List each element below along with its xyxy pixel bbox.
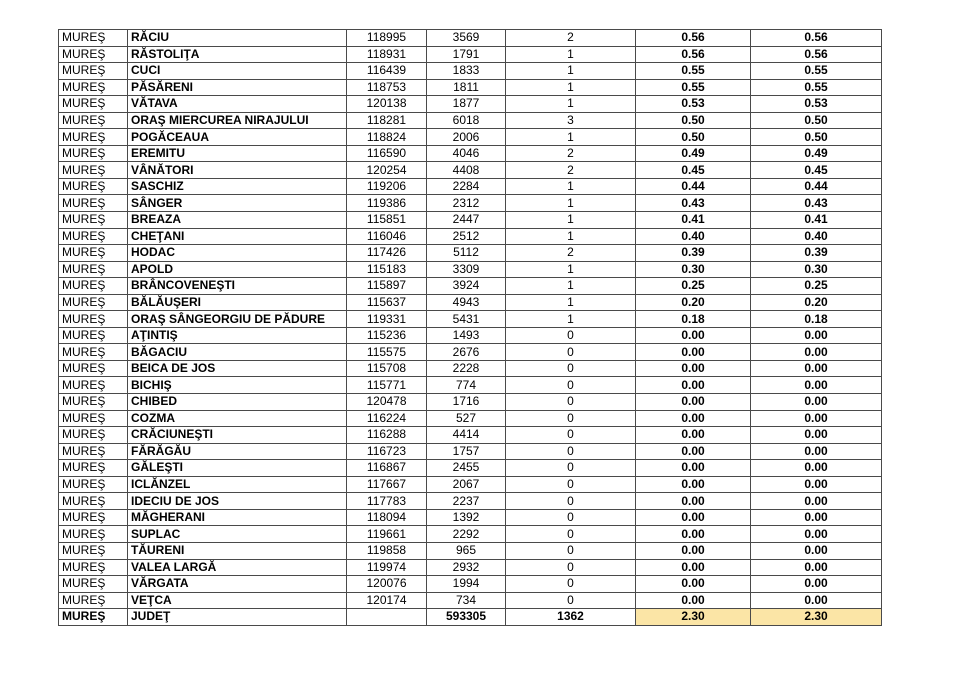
cases-cell: 1 [506, 278, 636, 295]
locality-cell: APOLD [128, 261, 347, 278]
locality-cell: COZMA [128, 410, 347, 427]
total-row [59, 609, 882, 626]
county-cell: MUREŞ [59, 261, 128, 278]
rate-cell: 0.00 [636, 559, 751, 576]
rate-cell: 0.00 [636, 427, 751, 444]
locality-cell: VĂTAVA [128, 96, 347, 113]
county-cell: MUREŞ [59, 195, 128, 212]
rate-cell: 0.41 [751, 212, 882, 229]
population-cell: 1493 [427, 327, 506, 344]
siruta-code-cell: 116867 [347, 460, 427, 477]
siruta-code-cell: 115851 [347, 212, 427, 229]
county-cell: MUREŞ [59, 178, 128, 195]
rate-cell: 0.00 [751, 344, 882, 361]
cases-cell: 1 [506, 79, 636, 96]
table-row [59, 178, 882, 195]
table-row [59, 476, 882, 493]
county-cell: MUREŞ [59, 228, 128, 245]
population-cell: 2512 [427, 228, 506, 245]
cases-cell: 0 [506, 542, 636, 559]
siruta-code-cell: 115708 [347, 360, 427, 377]
population-cell: 527 [427, 410, 506, 427]
population-cell: 2228 [427, 360, 506, 377]
siruta-code-cell: 120478 [347, 394, 427, 411]
total-locality-cell: JUDEŢ [128, 609, 347, 626]
locality-cell: BĂLĂUŞERI [128, 294, 347, 311]
rate-cell: 0.00 [751, 410, 882, 427]
locality-cell: VALEA LARGĂ [128, 559, 347, 576]
rate-cell: 0.39 [636, 245, 751, 262]
rate-cell: 0.55 [751, 79, 882, 96]
siruta-code-cell: 118824 [347, 129, 427, 146]
rate-cell: 0.18 [751, 311, 882, 328]
rate-cell: 0.49 [751, 145, 882, 162]
rate-cell: 0.00 [751, 559, 882, 576]
rate-cell: 0.00 [751, 476, 882, 493]
cases-cell: 0 [506, 476, 636, 493]
county-cell: MUREŞ [59, 559, 128, 576]
population-cell: 4408 [427, 162, 506, 179]
locality-cell: RĂCIU [128, 30, 347, 47]
total-population-cell: 593305 [427, 609, 506, 626]
rate-cell: 0.30 [636, 261, 751, 278]
siruta-code-cell: 118094 [347, 509, 427, 526]
table-row [59, 443, 882, 460]
cases-cell: 0 [506, 559, 636, 576]
rate-cell: 0.00 [751, 360, 882, 377]
table-row [59, 311, 882, 328]
table-row [59, 344, 882, 361]
siruta-code-cell: 118931 [347, 46, 427, 63]
rate-cell: 0.43 [636, 195, 751, 212]
locality-cell: AŢINTIŞ [128, 327, 347, 344]
locality-cell: IDECIU DE JOS [128, 493, 347, 510]
rate-cell: 0.00 [751, 327, 882, 344]
cases-cell: 1 [506, 63, 636, 80]
siruta-code-cell: 116723 [347, 443, 427, 460]
rate-cell: 0.55 [636, 63, 751, 80]
rate-cell: 0.00 [636, 443, 751, 460]
rate-cell: 0.00 [636, 377, 751, 394]
county-cell: MUREŞ [59, 526, 128, 543]
population-cell: 4046 [427, 145, 506, 162]
siruta-code-cell: 120138 [347, 96, 427, 113]
rate-cell: 0.43 [751, 195, 882, 212]
table-row [59, 294, 882, 311]
rate-cell: 0.50 [636, 112, 751, 129]
siruta-code-cell: 118995 [347, 30, 427, 47]
rate-cell: 0.00 [751, 377, 882, 394]
locality-cell: BRÂNCOVENEŞTI [128, 278, 347, 295]
locality-cell: BREAZA [128, 212, 347, 229]
population-cell: 1757 [427, 443, 506, 460]
rate-cell: 0.49 [636, 145, 751, 162]
cases-cell: 0 [506, 592, 636, 609]
rate-cell: 0.00 [751, 509, 882, 526]
county-cell: MUREŞ [59, 30, 128, 47]
table-row [59, 360, 882, 377]
population-cell: 4943 [427, 294, 506, 311]
table-row [59, 427, 882, 444]
table-row [59, 129, 882, 146]
rate-cell: 0.00 [751, 542, 882, 559]
rate-cell: 0.50 [751, 112, 882, 129]
rate-cell: 0.56 [751, 30, 882, 47]
population-cell: 3309 [427, 261, 506, 278]
total-rate-cell: 2.30 [751, 609, 882, 626]
county-cell: MUREŞ [59, 410, 128, 427]
table-row [59, 112, 882, 129]
population-cell: 1791 [427, 46, 506, 63]
table-row [59, 592, 882, 609]
siruta-code-cell: 120174 [347, 592, 427, 609]
county-cell: MUREŞ [59, 460, 128, 477]
cases-cell: 1 [506, 311, 636, 328]
county-cell: MUREŞ [59, 112, 128, 129]
county-cell: MUREŞ [59, 212, 128, 229]
county-cell: MUREŞ [59, 576, 128, 593]
table-row [59, 576, 882, 593]
rate-cell: 0.00 [636, 476, 751, 493]
table-row [59, 493, 882, 510]
county-cell: MUREŞ [59, 476, 128, 493]
rate-cell: 0.00 [636, 344, 751, 361]
cases-cell: 0 [506, 327, 636, 344]
table-row [59, 542, 882, 559]
cases-cell: 2 [506, 30, 636, 47]
population-cell: 965 [427, 542, 506, 559]
total-rate-cell: 2.30 [636, 609, 751, 626]
county-cell: MUREŞ [59, 162, 128, 179]
locality-cell: RĂSTOLIŢA [128, 46, 347, 63]
rate-cell: 0.25 [751, 278, 882, 295]
population-cell: 734 [427, 592, 506, 609]
cases-cell: 0 [506, 493, 636, 510]
rate-cell: 0.00 [751, 576, 882, 593]
rate-cell: 0.00 [751, 592, 882, 609]
rate-cell: 0.00 [751, 427, 882, 444]
county-cell: MUREŞ [59, 509, 128, 526]
cases-cell: 1 [506, 46, 636, 63]
rate-cell: 0.00 [636, 592, 751, 609]
rate-cell: 0.00 [751, 460, 882, 477]
rate-cell: 0.53 [751, 96, 882, 113]
locality-cell: VEŢCA [128, 592, 347, 609]
cases-cell: 1 [506, 178, 636, 195]
rate-cell: 0.50 [751, 129, 882, 146]
county-cell: MUREŞ [59, 327, 128, 344]
county-cell: MUREŞ [59, 377, 128, 394]
cases-cell: 0 [506, 344, 636, 361]
cases-cell: 2 [506, 245, 636, 262]
table-row [59, 30, 882, 47]
cases-cell: 0 [506, 394, 636, 411]
population-cell: 3924 [427, 278, 506, 295]
population-cell: 1833 [427, 63, 506, 80]
county-cell: MUREŞ [59, 96, 128, 113]
cases-cell: 1 [506, 96, 636, 113]
county-cell: MUREŞ [59, 278, 128, 295]
cases-cell: 1 [506, 294, 636, 311]
locality-cell: ORAŞ SÂNGEORGIU DE PĂDURE [128, 311, 347, 328]
county-cell: MUREŞ [59, 427, 128, 444]
locality-cell: CRĂCIUNEŞTI [128, 427, 347, 444]
population-cell: 2067 [427, 476, 506, 493]
rate-cell: 0.20 [636, 294, 751, 311]
locality-cell: POGĂCEAUA [128, 129, 347, 146]
population-cell: 1811 [427, 79, 506, 96]
table-row [59, 394, 882, 411]
population-cell: 2932 [427, 559, 506, 576]
population-cell: 1716 [427, 394, 506, 411]
table-body [59, 30, 882, 626]
siruta-code-cell: 115183 [347, 261, 427, 278]
population-cell: 2284 [427, 178, 506, 195]
rate-cell: 0.50 [636, 129, 751, 146]
county-cell: MUREŞ [59, 129, 128, 146]
locality-cell: BĂGACIU [128, 344, 347, 361]
siruta-code-cell: 116590 [347, 145, 427, 162]
total-siruta-code-cell [347, 609, 427, 626]
siruta-code-cell: 115236 [347, 327, 427, 344]
population-cell: 2312 [427, 195, 506, 212]
table-row [59, 526, 882, 543]
county-cell: MUREŞ [59, 145, 128, 162]
siruta-code-cell: 115575 [347, 344, 427, 361]
cases-cell: 0 [506, 377, 636, 394]
table-row [59, 46, 882, 63]
table-row [59, 377, 882, 394]
county-cell: MUREŞ [59, 592, 128, 609]
rate-cell: 0.44 [751, 178, 882, 195]
siruta-code-cell: 115637 [347, 294, 427, 311]
siruta-code-cell: 119858 [347, 542, 427, 559]
population-cell: 774 [427, 377, 506, 394]
county-cell: MUREŞ [59, 344, 128, 361]
locality-cell: ORAŞ MIERCUREA NIRAJULUI [128, 112, 347, 129]
rate-cell: 0.30 [751, 261, 882, 278]
locality-cell: SÂNGER [128, 195, 347, 212]
rate-cell: 0.56 [636, 30, 751, 47]
rate-cell: 0.56 [751, 46, 882, 63]
county-cell: MUREŞ [59, 443, 128, 460]
table-row [59, 162, 882, 179]
table-row [59, 460, 882, 477]
population-cell: 5431 [427, 311, 506, 328]
population-cell: 1994 [427, 576, 506, 593]
cases-cell: 0 [506, 509, 636, 526]
rate-cell: 0.45 [751, 162, 882, 179]
cases-cell: 1 [506, 228, 636, 245]
locality-cell: BICHIŞ [128, 377, 347, 394]
county-cell: MUREŞ [59, 63, 128, 80]
cases-cell: 1 [506, 261, 636, 278]
table-row [59, 245, 882, 262]
locality-cell: HODAC [128, 245, 347, 262]
rate-cell: 0.44 [636, 178, 751, 195]
table-row [59, 63, 882, 80]
siruta-code-cell: 120254 [347, 162, 427, 179]
rate-cell: 0.25 [636, 278, 751, 295]
population-cell: 2447 [427, 212, 506, 229]
locality-cell: EREMITU [128, 145, 347, 162]
siruta-code-cell: 118281 [347, 112, 427, 129]
rate-cell: 0.00 [636, 493, 751, 510]
rate-cell: 0.00 [636, 327, 751, 344]
rate-cell: 0.00 [751, 493, 882, 510]
locality-cell: ICLĂNZEL [128, 476, 347, 493]
rate-cell: 0.41 [636, 212, 751, 229]
rate-cell: 0.40 [636, 228, 751, 245]
cases-cell: 0 [506, 427, 636, 444]
population-cell: 6018 [427, 112, 506, 129]
rate-cell: 0.39 [751, 245, 882, 262]
locality-cell: VĂRGATA [128, 576, 347, 593]
cases-cell: 2 [506, 145, 636, 162]
table-row [59, 410, 882, 427]
locality-cell: TĂURENI [128, 542, 347, 559]
rate-cell: 0.40 [751, 228, 882, 245]
rate-cell: 0.00 [636, 410, 751, 427]
siruta-code-cell: 116439 [347, 63, 427, 80]
cases-cell: 0 [506, 460, 636, 477]
locality-cell: PĂSĂRENI [128, 79, 347, 96]
rate-cell: 0.00 [636, 360, 751, 377]
locality-cell: GĂLEŞTI [128, 460, 347, 477]
locality-cell: BEICA DE JOS [128, 360, 347, 377]
table-row [59, 278, 882, 295]
siruta-code-cell: 119331 [347, 311, 427, 328]
siruta-code-cell: 116046 [347, 228, 427, 245]
table-row [59, 228, 882, 245]
county-cell: MUREŞ [59, 360, 128, 377]
siruta-code-cell: 119386 [347, 195, 427, 212]
rate-cell: 0.56 [636, 46, 751, 63]
population-cell: 2292 [427, 526, 506, 543]
table-row [59, 195, 882, 212]
locality-cell: CHIBED [128, 394, 347, 411]
cases-cell: 0 [506, 576, 636, 593]
population-cell: 1877 [427, 96, 506, 113]
population-cell: 5112 [427, 245, 506, 262]
siruta-code-cell: 118753 [347, 79, 427, 96]
locality-cell: SASCHIZ [128, 178, 347, 195]
population-cell: 4414 [427, 427, 506, 444]
rate-cell: 0.45 [636, 162, 751, 179]
rate-cell: 0.00 [751, 394, 882, 411]
rate-cell: 0.00 [636, 394, 751, 411]
county-cell: MUREŞ [59, 542, 128, 559]
siruta-code-cell: 117667 [347, 476, 427, 493]
siruta-code-cell: 120076 [347, 576, 427, 593]
locality-cell: VÂNĂTORI [128, 162, 347, 179]
rate-cell: 0.55 [636, 79, 751, 96]
county-cell: MUREŞ [59, 294, 128, 311]
cases-cell: 2 [506, 162, 636, 179]
cases-cell: 0 [506, 410, 636, 427]
table-row [59, 559, 882, 576]
county-cell: MUREŞ [59, 311, 128, 328]
county-cell: MUREŞ [59, 245, 128, 262]
rate-cell: 0.53 [636, 96, 751, 113]
siruta-code-cell: 116224 [347, 410, 427, 427]
county-cell: MUREŞ [59, 46, 128, 63]
rate-cell: 0.00 [751, 443, 882, 460]
table-row [59, 261, 882, 278]
siruta-code-cell: 119974 [347, 559, 427, 576]
table-row [59, 145, 882, 162]
population-cell: 2676 [427, 344, 506, 361]
siruta-code-cell: 116288 [347, 427, 427, 444]
cases-cell: 0 [506, 526, 636, 543]
population-cell: 3569 [427, 30, 506, 47]
locality-cell: SUPLAC [128, 526, 347, 543]
total-county-cell: MUREŞ [59, 609, 128, 626]
locality-cell: MĂGHERANI [128, 509, 347, 526]
cases-cell: 0 [506, 443, 636, 460]
cases-cell: 1 [506, 212, 636, 229]
cases-cell: 1 [506, 129, 636, 146]
siruta-code-cell: 119206 [347, 178, 427, 195]
population-cell: 2006 [427, 129, 506, 146]
rate-cell: 0.18 [636, 311, 751, 328]
cases-cell: 0 [506, 360, 636, 377]
siruta-code-cell: 115897 [347, 278, 427, 295]
rate-cell: 0.00 [636, 460, 751, 477]
county-cell: MUREŞ [59, 394, 128, 411]
rate-cell: 0.00 [636, 576, 751, 593]
locality-cell: CUCI [128, 63, 347, 80]
locality-cell: CHEŢANI [128, 228, 347, 245]
rate-cell: 0.55 [751, 63, 882, 80]
rate-cell: 0.00 [751, 526, 882, 543]
siruta-code-cell: 117426 [347, 245, 427, 262]
table-row [59, 327, 882, 344]
population-cell: 1392 [427, 509, 506, 526]
table-row [59, 212, 882, 229]
table-row [59, 509, 882, 526]
rate-cell: 0.00 [636, 509, 751, 526]
county-cell: MUREŞ [59, 79, 128, 96]
rate-cell: 0.00 [636, 542, 751, 559]
siruta-code-cell: 117783 [347, 493, 427, 510]
table-row [59, 79, 882, 96]
rate-cell: 0.20 [751, 294, 882, 311]
rate-cell: 0.00 [636, 526, 751, 543]
cases-cell: 1 [506, 195, 636, 212]
population-cell: 2455 [427, 460, 506, 477]
cases-cell: 3 [506, 112, 636, 129]
population-cell: 2237 [427, 493, 506, 510]
locality-cell: FĂRĂGĂU [128, 443, 347, 460]
total-cases-cell: 1362 [506, 609, 636, 626]
siruta-code-cell: 119661 [347, 526, 427, 543]
table-row [59, 96, 882, 113]
county-cell: MUREŞ [59, 493, 128, 510]
siruta-code-cell: 115771 [347, 377, 427, 394]
data-table [58, 29, 882, 626]
